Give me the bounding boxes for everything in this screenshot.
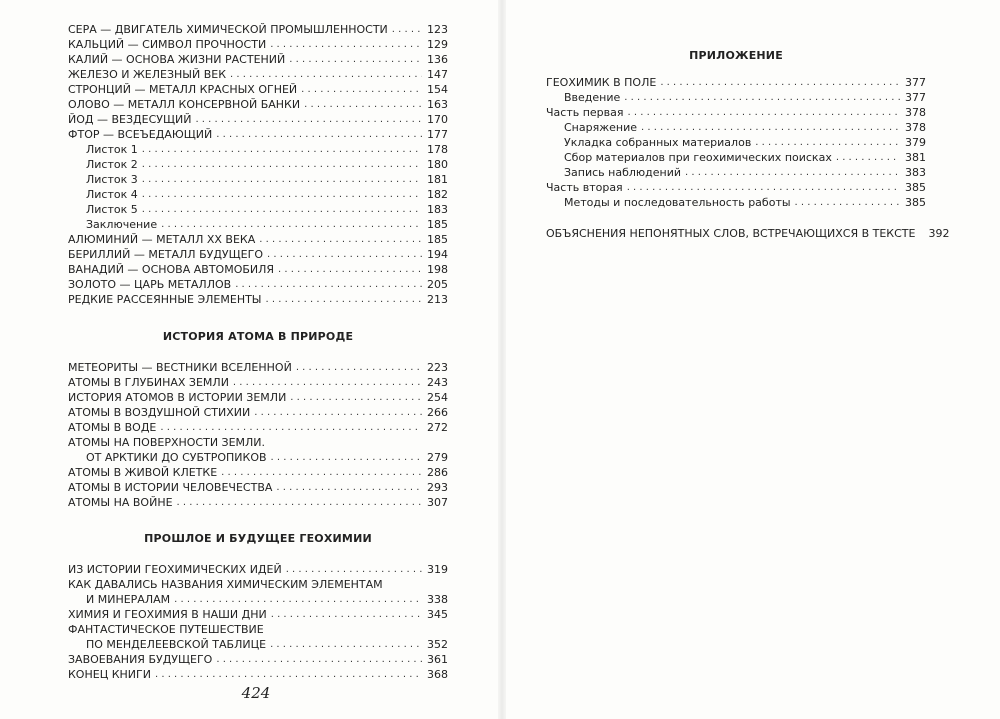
toc-entry: Часть вторая . . . 385 xyxy=(546,180,926,195)
toc-entry: АТОМЫ В ВОЗДУШНОЙ СТИХИИ . . . 266 xyxy=(68,405,448,420)
section-heading: ИСТОРИЯ АТОМА В ПРИРОДЕ xyxy=(162,330,354,343)
page-gutter xyxy=(498,0,506,719)
toc-entry-glossary: ОБЪЯСНЕНИЯ НЕПОНЯТНЫХ СЛОВ, ВСТРЕЧАЮЩИХСЯ В ТЕКСТЕ 392 xyxy=(546,227,950,240)
toc-entry: Часть первая . . . 378 xyxy=(546,105,926,120)
toc-entry: ФТОР — ВСЕЪЕДАЮЩИЙ . . . 177 xyxy=(68,127,448,142)
toc-subentry: Листок 3 . . . 181 xyxy=(68,172,448,187)
toc-entry: ИЗ ИСТОРИИ ГЕОХИМИЧЕСКИХ ИДЕЙ . . . 319 xyxy=(68,562,448,577)
toc-entry: ИСТОРИЯ АТОМОВ В ИСТОРИИ ЗЕМЛИ . . . 254 xyxy=(68,390,448,405)
toc-group-elements xyxy=(68,22,448,307)
toc-subentry: Укладка собранных материалов . . . 379 xyxy=(546,135,926,150)
toc-entry: АТОМЫ В ИСТОРИИ ЧЕЛОВЕЧЕСТВА . . . 293 xyxy=(68,480,448,495)
toc-subentry: Листок 1 . . . 178 xyxy=(68,142,448,157)
toc-entry: АТОМЫ НА ПОВЕРХНОСТИ ЗЕМЛИ. xyxy=(68,436,266,449)
toc-entry: ВАНАДИЙ — ОСНОВА АВТОМОБИЛЯ . . . 198 xyxy=(68,262,448,277)
toc-entry: ОЛОВО — МЕТАЛЛ КОНСЕРВНОЙ БАНКИ . . . 163 xyxy=(68,97,448,112)
toc-entry: АТОМЫ В ВОДЕ . . . 272 xyxy=(68,420,448,435)
page-number: 424 xyxy=(241,684,271,702)
toc-group-appendix xyxy=(546,75,926,210)
left-page xyxy=(68,22,448,682)
toc-entry: КАК ДАВАЛИСЬ НАЗВАНИЯ ХИМИЧЕСКИМ ЭЛЕМЕНТАМ xyxy=(68,578,383,591)
toc-entry: РЕДКИЕ РАССЕЯННЫЕ ЭЛЕМЕНТЫ . . . 213 xyxy=(68,292,448,307)
toc-subentry: Запись наблюдений . . . 383 xyxy=(546,165,926,180)
toc-entry-continuation: И МИНЕРАЛАМ . . . 338 xyxy=(68,592,448,607)
toc-subentry: Введение . . . 377 xyxy=(546,90,926,105)
toc-entry: ЗОЛОТО — ЦАРЬ МЕТАЛЛОВ . . . 205 xyxy=(68,277,448,292)
toc-subentry: Заключение . . . 185 xyxy=(68,217,448,232)
toc-entry: АТОМЫ НА ВОЙНЕ . . . 307 xyxy=(68,495,448,510)
toc-entry: ГЕОХИМИК В ПОЛЕ . . . 377 xyxy=(546,75,926,90)
toc-group-geochemistry-future xyxy=(68,562,448,682)
toc-entry: МЕТЕОРИТЫ — ВЕСТНИКИ ВСЕЛЕННОЙ . . . 223 xyxy=(68,360,448,375)
toc-subentry: Листок 4 . . . 182 xyxy=(68,187,448,202)
toc-entry: СЕРА — ДВИГАТЕЛЬ ХИМИЧЕСКОЙ ПРОМЫШЛЕННОСТИ . . . 123 xyxy=(68,22,448,37)
toc-entry: АТОМЫ В ЖИВОЙ КЛЕТКЕ . . . 286 xyxy=(68,465,448,480)
toc-entry: КАЛЬЦИЙ — СИМВОЛ ПРОЧНОСТИ . . . 129 xyxy=(68,37,448,52)
toc-entry: СТРОНЦИЙ — МЕТАЛЛ КРАСНЫХ ОГНЕЙ . . . 154 xyxy=(68,82,448,97)
toc-subentry: Листок 2 . . . 180 xyxy=(68,157,448,172)
toc-entry-continuation: ПО МЕНДЕЛЕЕВСКОЙ ТАБЛИЦЕ . . . 352 xyxy=(68,637,448,652)
toc-subentry: Листок 5 . . . 183 xyxy=(68,202,448,217)
toc-entry: ЗАВОЕВАНИЯ БУДУЩЕГО . . . 361 xyxy=(68,652,448,667)
toc-entry: БЕРИЛЛИЙ — МЕТАЛЛ БУДУЩЕГО . . . 194 xyxy=(68,247,448,262)
section-heading: ПРОШЛОЕ И БУДУЩЕЕ ГЕОХИМИИ xyxy=(144,532,372,545)
toc-entry: ЙОД — ВЕЗДЕСУЩИЙ . . . 170 xyxy=(68,112,448,127)
toc-subentry: Снаряжение . . . 378 xyxy=(546,120,926,135)
toc-entry: АЛЮМИНИЙ — МЕТАЛЛ XX ВЕКА . . . 185 xyxy=(68,232,448,247)
toc-entry-continuation: ОТ АРКТИКИ ДО СУБТРОПИКОВ . . . 279 xyxy=(68,450,448,465)
appendix-heading: ПРИЛОЖЕНИЕ xyxy=(689,49,783,62)
toc-entry: КАЛИЙ — ОСНОВА ЖИЗНИ РАСТЕНИЙ . . . 136 xyxy=(68,52,448,67)
toc-entry: ЖЕЛЕЗО И ЖЕЛЕЗНЫЙ ВЕК . . . 147 xyxy=(68,67,448,82)
toc-subentry: Сбор материалов при геохимических поисках . . . 381 xyxy=(546,150,926,165)
toc-entry: ФАНТАСТИЧЕСКОЕ ПУТЕШЕСТВИЕ xyxy=(68,623,264,636)
toc-entry: ХИМИЯ И ГЕОХИМИЯ В НАШИ ДНИ . . . 345 xyxy=(68,607,448,622)
toc-subentry: Методы и последовательность работы . . . 385 xyxy=(546,195,926,210)
toc-group-atom-history xyxy=(68,360,448,510)
right-page xyxy=(546,48,950,241)
toc-entry: АТОМЫ В ГЛУБИНАХ ЗЕМЛИ . . . 243 xyxy=(68,375,448,390)
toc-entry: КОНЕЦ КНИГИ . . . 368 xyxy=(68,667,448,682)
